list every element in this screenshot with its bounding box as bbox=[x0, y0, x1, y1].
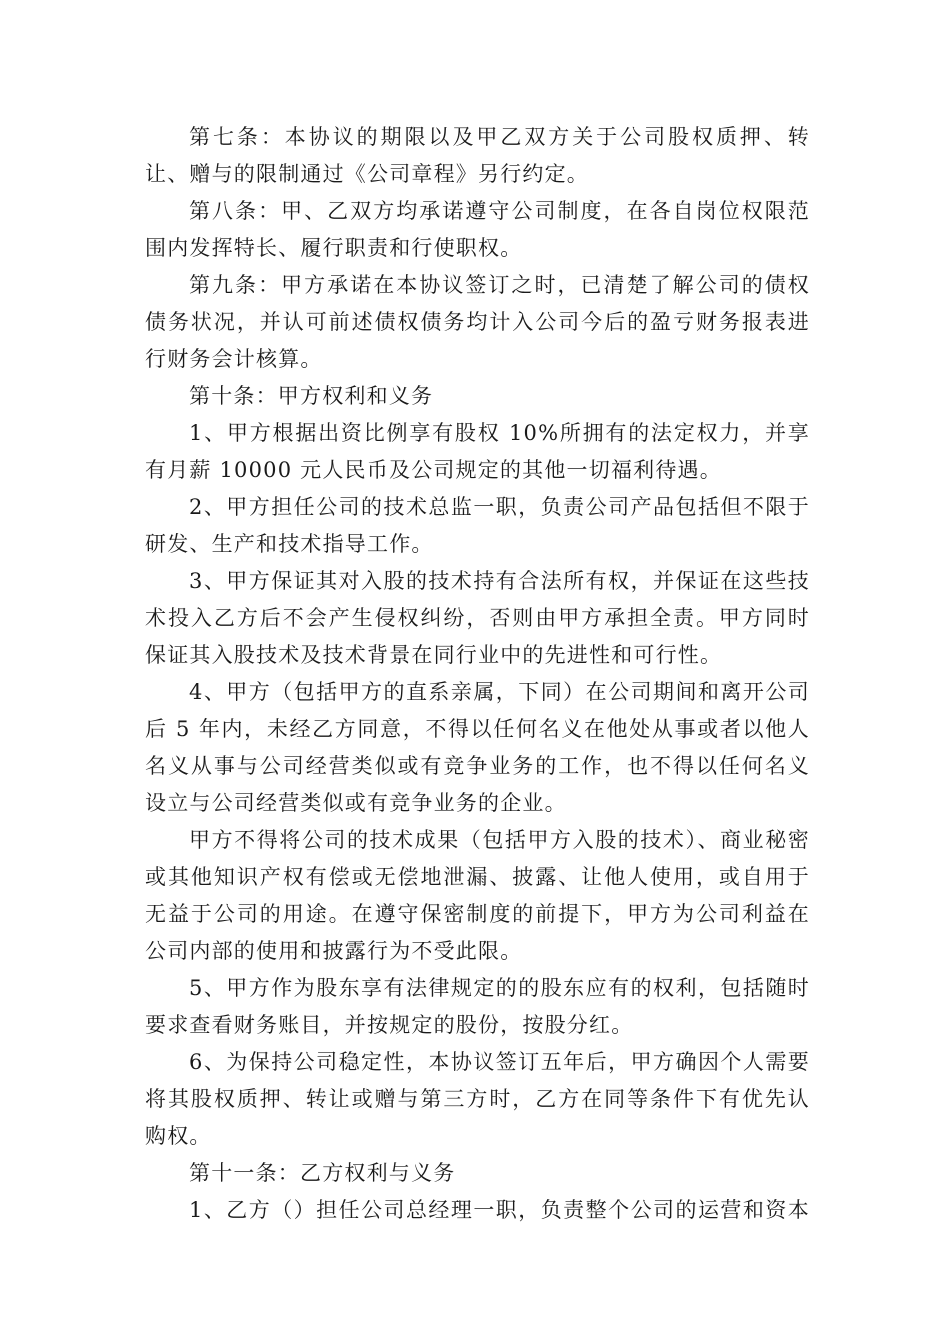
party-a-item-1: 1、甲方根据出资比例享有股权 10%所拥有的法定权力，并享有月薪 10000 元人民币及公司规定的其他一切福利待遇。 bbox=[145, 421, 810, 482]
party-a-item-4: 4、甲方（包括甲方的直系亲属，下同）在公司期间和离开公司后 5 年内，未经乙方同意，不得以任何名义在他处从事或者以他人名义从事与公司经营类似或有竞争业务的工作，也不得以任何名义设立与公司经营类似或有竞争业务的企业。 bbox=[145, 680, 810, 815]
party-a-item-2: 2、甲方担任公司的技术总监一职，负责公司产品包括但不限于研发、生产和技术指导工作。 bbox=[145, 495, 810, 556]
article-7-paragraph: 第七条：本协议的期限以及甲乙双方关于公司股权质押、转让、赠与的限制通过《公司章程》另行约定。 bbox=[145, 125, 810, 186]
document-body bbox=[145, 119, 810, 1229]
party-a-item-4-continued: 甲方不得将公司的技术成果（包括甲方入股的技术）、商业秘密或其他知识产权有偿或无偿地泄漏、披露、让他人使用，或自用于无益于公司的用途。在遵守保密制度的前提下，甲方为公司利益在公司内部的使用和披露行为不受此限。 bbox=[145, 828, 810, 963]
article-11-heading: 第十一条：乙方权利与义务 bbox=[189, 1161, 456, 1185]
party-a-item-3: 3、甲方保证其对入股的技术持有合法所有权，并保证在这些技术投入乙方后不会产生侵权纠纷，否则由甲方承担全责。甲方同时保证其入股技术及技术背景在同行业中的先进性和可行性。 bbox=[145, 569, 810, 667]
article-9-paragraph: 第九条：甲方承诺在本协议签订之时，已清楚了解公司的债权债务状况，并认可前述债权债务均计入公司今后的盈亏财务报表进行财务会计核算。 bbox=[145, 273, 810, 371]
party-a-item-6: 6、为保持公司稳定性，本协议签订五年后，甲方确因个人需要将其股权质押、转让或赠与第三方时，乙方在同等条件下有优先认购权。 bbox=[145, 1050, 810, 1148]
party-a-item-5: 5、甲方作为股东享有法律规定的的股东应有的权利，包括随时要求查看财务账目，并按规定的股份，按股分红。 bbox=[145, 976, 810, 1037]
article-8-paragraph: 第八条：甲、乙双方均承诺遵守公司制度，在各自岗位权限范围内发挥特长、履行职责和行使职权。 bbox=[145, 199, 810, 260]
article-10-heading: 第十条：甲方权利和义务 bbox=[189, 384, 434, 408]
party-b-item-1: 1、乙方（）担任公司总经理一职，负责整个公司的运营和资本 bbox=[189, 1198, 810, 1222]
